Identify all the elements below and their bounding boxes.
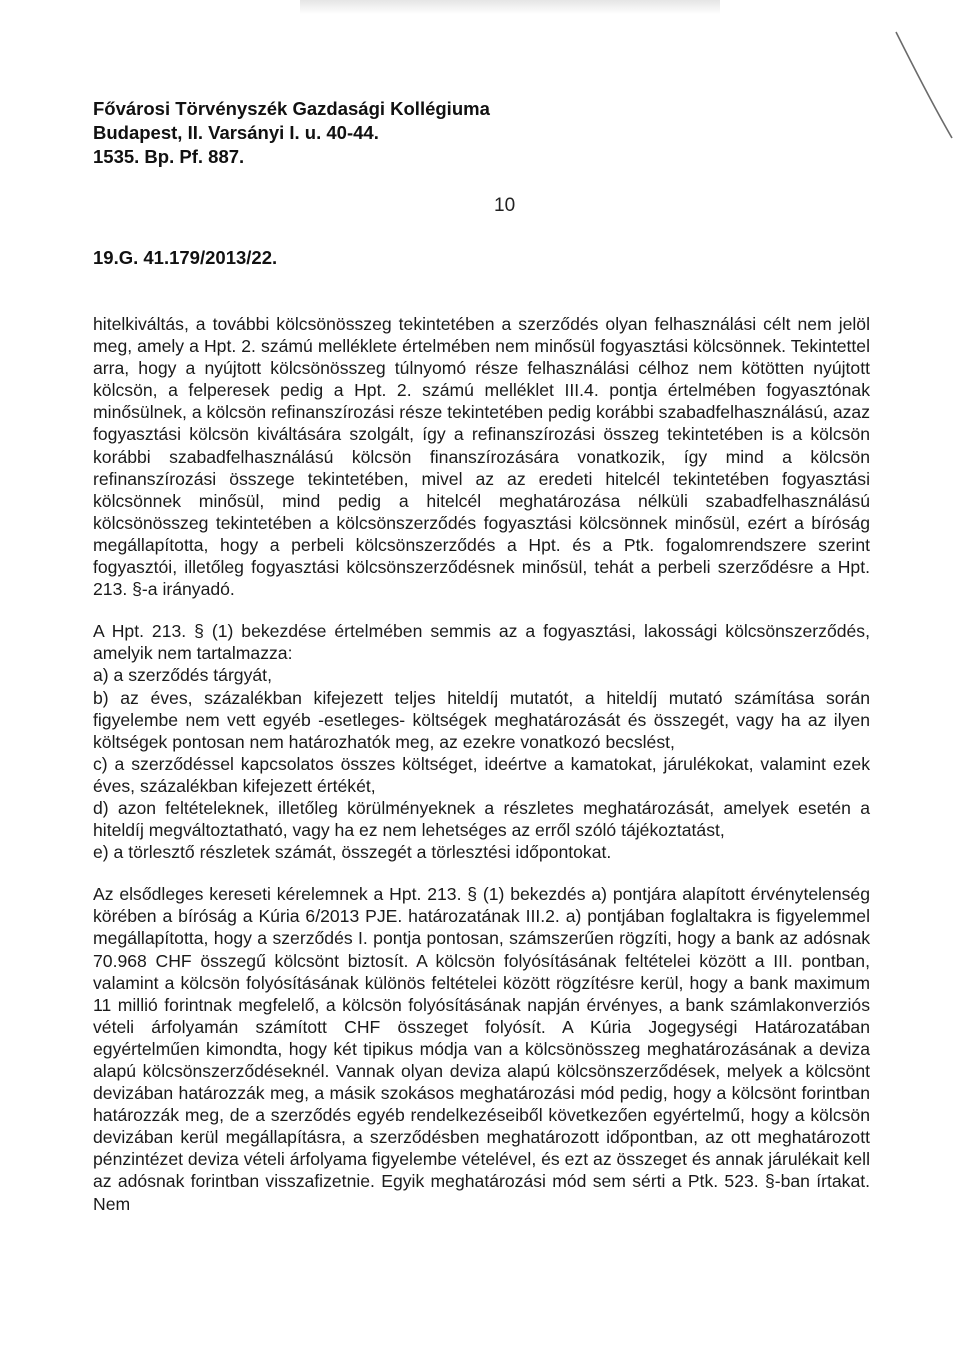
list-item-e: e) a törlesztő részletek számát, összegét a törlesztési időpontokat. xyxy=(93,842,612,863)
list-item-a: a) a szerződés tárgyát, xyxy=(93,665,272,686)
page-number: 10 xyxy=(494,195,516,216)
court-address: Budapest, II. Varsányi I. u. 40-44. xyxy=(93,122,379,143)
paragraph-hpt-213: A Hpt. 213. § (1) bekezdése értelmében semmis az a fogyasztási, lakossági kölcsönszerződés, amelyik nem tartalmazza: xyxy=(93,621,870,664)
list-item-d: d) azon feltételeknek, illetőleg körülményeknek a részletes meghatározását, amelyek esetén a hiteldíj megváltoztatható, vagy ha ez nem lehetséges az erről szóló tájékoztatást, xyxy=(93,797,870,841)
court-name: Fővárosi Törvényszék Gazdasági Kollégiuma xyxy=(93,98,490,119)
list-item-b: b) az éves, százalékban kifejezett teljes hiteldíj mutatót, a hiteldíj mutató számítása során figyelembe nem vett egyéb -esetleges- költségek meghatározását és összegét, vagy ha az ilyen költségek pontosan nem határozhatók meg, az ezekre vonatkozó becslést, xyxy=(93,687,870,752)
scan-shadow xyxy=(300,0,720,14)
document-body xyxy=(93,313,870,1215)
court-po-box: 1535. Bp. Pf. 887. xyxy=(93,146,245,167)
scan-artifact-mark xyxy=(890,30,960,140)
court-header xyxy=(93,97,490,169)
case-number: 19.G. 41.179/2013/22. xyxy=(93,247,278,268)
list-item-c: c) a szerződéssel kapcsolatos összes költséget, ideértve a kamatokat, járulékokat, valamint ezek éves, százalékban kifejezett értékét, xyxy=(93,753,870,796)
paragraph-primary-claim: Az elsődleges kereseti kérelemnek a Hpt. 213. § (1) bekezdés a) pontjára alapított érvénytelenség körében a bíróság a Kúria 6/2013 PJE. határozatának III.2. a) pontjában foglaltakra is figyelemmel megállapította, hogy a szerződés I. pontja pontosan, számszerűen rögzíti, hogy a bank az adósnak 70.968 CHF összegű kölcsönt biztosít. A kölcsön folyósításának feltételei között a III. pontban, valamint a kölcsön folyósításának különös feltételei között rögzítésre kerül, hogy a bank maximum 11 millió forintnak megfelelő, a kölcsön folyósításának napján érvényes, a bank számlakonverziós vételi árfolyamán számított CHF összeget folyósít. A Kúria Jogegységi Határozatában egyértelműen kimondta, hogy két tipikus módja van a kölcsönösszeg meghatározásának a deviza alapú kölcsönszerződéseknél. Vannak olyan deviza alapú kölcsönszerződések, melyek a kölcsönt devizában határozzák meg, a másik szokásos meghatározási mód pedig, hogy a kölcsönt forintban határozzák meg, de a szerződés egyéb rendelkezéseiből következően egyértelmű, hogy a kölcsön devizában kerül megállapításra, a szerződésben meghatározott időpontban, az ott meghatározott pénzintézet deviza vételi árfolyama figyelembe vételével, és ezt az összeget és annak járulékait kell az adósnak forintban visszafizetnie. Egyik meghatározási mód sem sérti a Ptk. 523. §-ban írtakat. Nem xyxy=(93,884,870,1214)
paragraph-consumer-loan: hitelkiváltás, a további kölcsönösszeg tekintetében a szerződés olyan felhasználási célt nem jelöl meg, amely a Hpt. 2. számú melléklete értelmében nem minősül fogyasztási kölcsönnek. Tekintettel arra, hogy a nyújtott kölcsönösszeg túlnyomó része felhasználási célhoz nem kötötten nyújtott kölcsön, a felperesek pedig a Hpt. 2. számú melléklet III.4. pontja értelmében fogyasztónak minősülnek, a kölcsön refinanszírozási része tekintetében pedig korábbi szabadfelhasználású, azaz fogyasztási kölcsön kiváltására szolgált, így a refinanszírozási összeg tekintetében is a kölcsön korábbi szabadfelhasználású kölcsön finanszírozására vonatkozik, így mind a kölcsön refinanszírozási összege tekintetében, mivel az az eredeti hitelcél tekintetében fogyasztási kölcsönnek minősül, mind pedig a hitelcél meghatározása nélküli szabadfelhasználású kölcsönösszeg tekintetében a kölcsönszerződés fogyasztási kölcsönnek minősül, ezért a bíróság megállapította, hogy a perbeli kölcsönszerződés a Hpt. és a Ptk. fogalomrendszere szerint fogyasztói, illetőleg fogyasztási kölcsönszerződésnek minősül, tehát a perbeli szerződésre a Hpt. 213. §-a irányadó. xyxy=(93,314,870,600)
